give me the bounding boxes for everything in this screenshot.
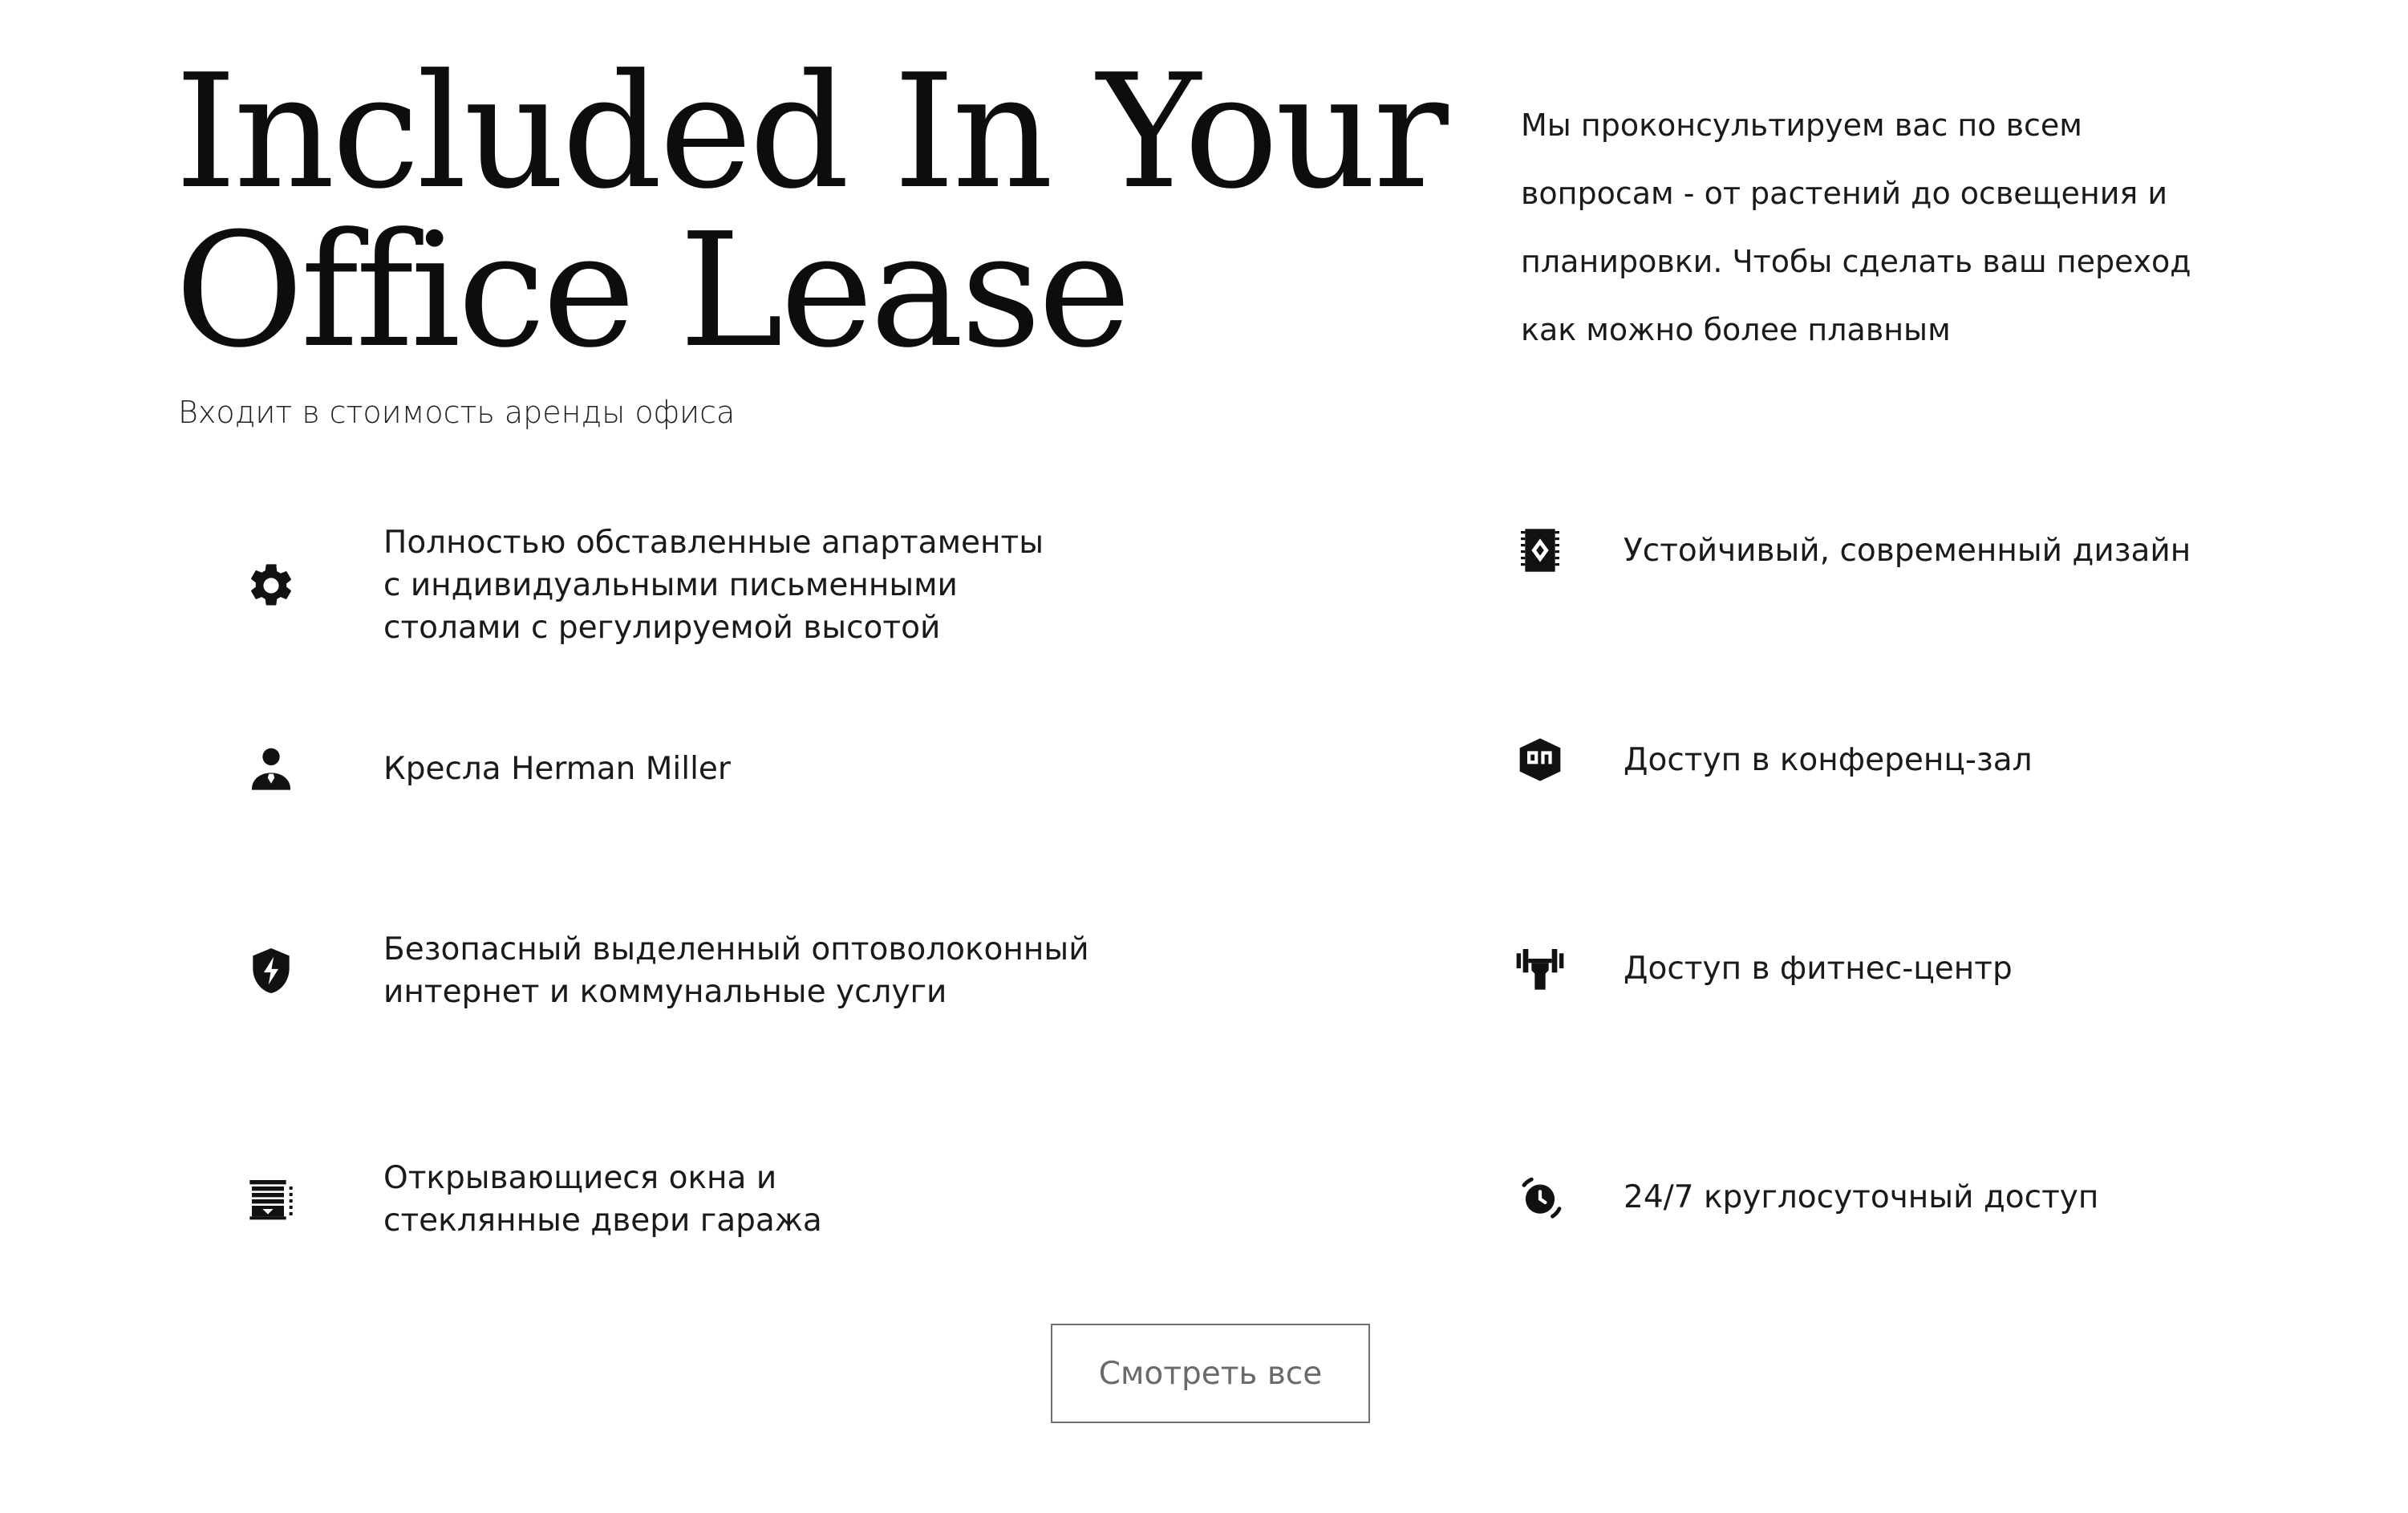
feature-design [1514,525,2191,576]
person-icon [245,743,297,794]
intro-paragraph: Мы проконсультируем вас по всем вопросам - от растений до освещения и планировки. Чтобы сделать ваш переход как можно более плавным [1521,107,2191,347]
feature-text: Полностью обставленные апартаменты с индивидуальными письменными столами с регулируемой высотой [383,525,1044,646]
feature-text: Устойчивый, современный дизайн [1624,532,2191,569]
title-line-1: Included In Your [175,41,1445,224]
feature-conference [1514,734,2033,785]
feature-text: Открывающиеся окна и стеклянные двери гаража [383,1160,822,1239]
gear-icon [245,560,297,611]
conference-room-icon [1514,734,1566,785]
feature-text: Доступ в фитнес-центр [1624,950,2013,987]
window-blinds-icon [245,1174,297,1225]
feature-24-7 [1514,1171,2098,1223]
view-all-button[interactable]: Смотреть все [1051,1324,1370,1423]
feature-text: 24/7 круглосуточный доступ [1624,1178,2099,1215]
feature-text: Доступ в конференц-зал [1624,741,2033,778]
fitness-icon [1514,943,1566,994]
feature-windows [245,1157,822,1242]
page-subtitle: Входит в стоимость аренды офиса [178,395,736,430]
feature-chairs [245,743,731,794]
title-line-2: Office Lease [175,200,1129,383]
feature-internet [245,928,1089,1013]
rug-icon [1514,525,1566,576]
shield-bolt-icon [245,945,297,996]
page-title [175,41,1445,383]
clock-access-icon [1514,1171,1566,1223]
feature-text: Кресла Herman Miller [383,750,731,787]
feature-furnished [245,521,1044,649]
feature-text: Безопасный выделенный оптоволоконный интернет и коммунальные услуги [383,931,1089,1010]
feature-fitness [1514,943,2013,994]
